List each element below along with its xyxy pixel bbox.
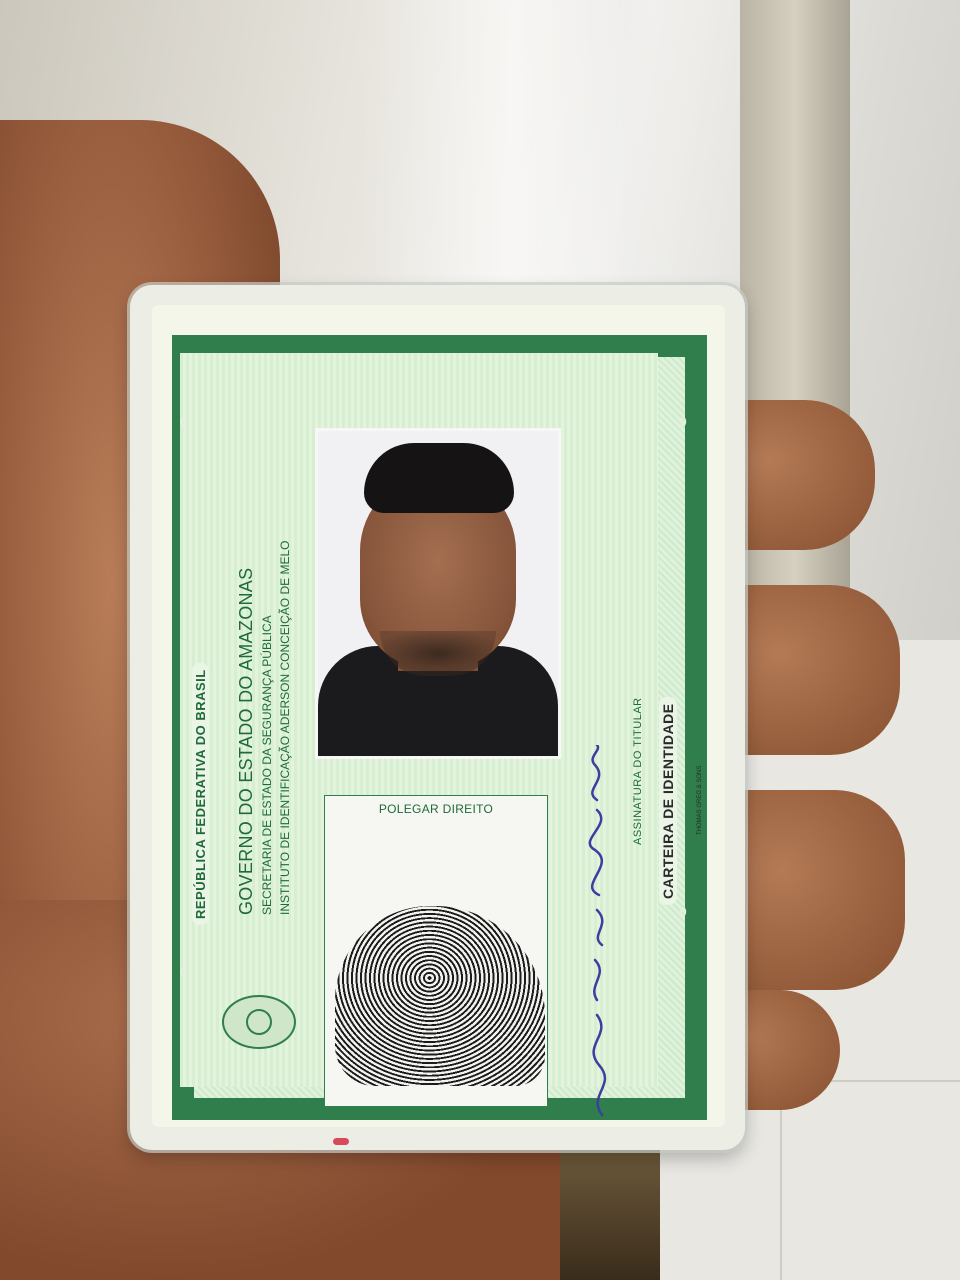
printer-label: THOMAS GREG & SONS	[697, 765, 703, 835]
holder-photo	[315, 428, 561, 759]
document-type-label: CARTEIRA DE IDENTIDADE	[659, 697, 677, 905]
state-coat-of-arms-icon	[222, 995, 296, 1049]
background-glass-panel	[360, 0, 740, 300]
thumbprint-label: POLEGAR DIREITO	[378, 802, 494, 816]
side-mark: 0	[180, 965, 187, 979]
card-paper	[152, 305, 725, 1127]
red-mark	[333, 1138, 349, 1145]
signature-label: ASSINATURA DO TITULAR	[632, 697, 644, 845]
fingerprint-image	[335, 906, 545, 1086]
country-label: REPÚBLICA FEDERATIVA DO BRASIL	[192, 663, 209, 925]
side-mark: 0	[680, 415, 687, 429]
side-mark: 0	[680, 905, 687, 919]
thumbprint-box	[324, 795, 548, 1107]
secretariat-label: SECRETARIA DE ESTADO DA SEGURANÇA PÚBLICA	[260, 615, 274, 915]
institute-label: INSTITUTO DE IDENTIFICAÇÃO ADERSON CONCEIÇÃO DE MELO	[278, 540, 292, 915]
side-mark: 0	[180, 415, 187, 429]
identity-card	[130, 285, 745, 1150]
holder-signature	[547, 745, 637, 1125]
government-label: GOVERNO DO ESTADO DO AMAZONAS	[236, 567, 256, 915]
